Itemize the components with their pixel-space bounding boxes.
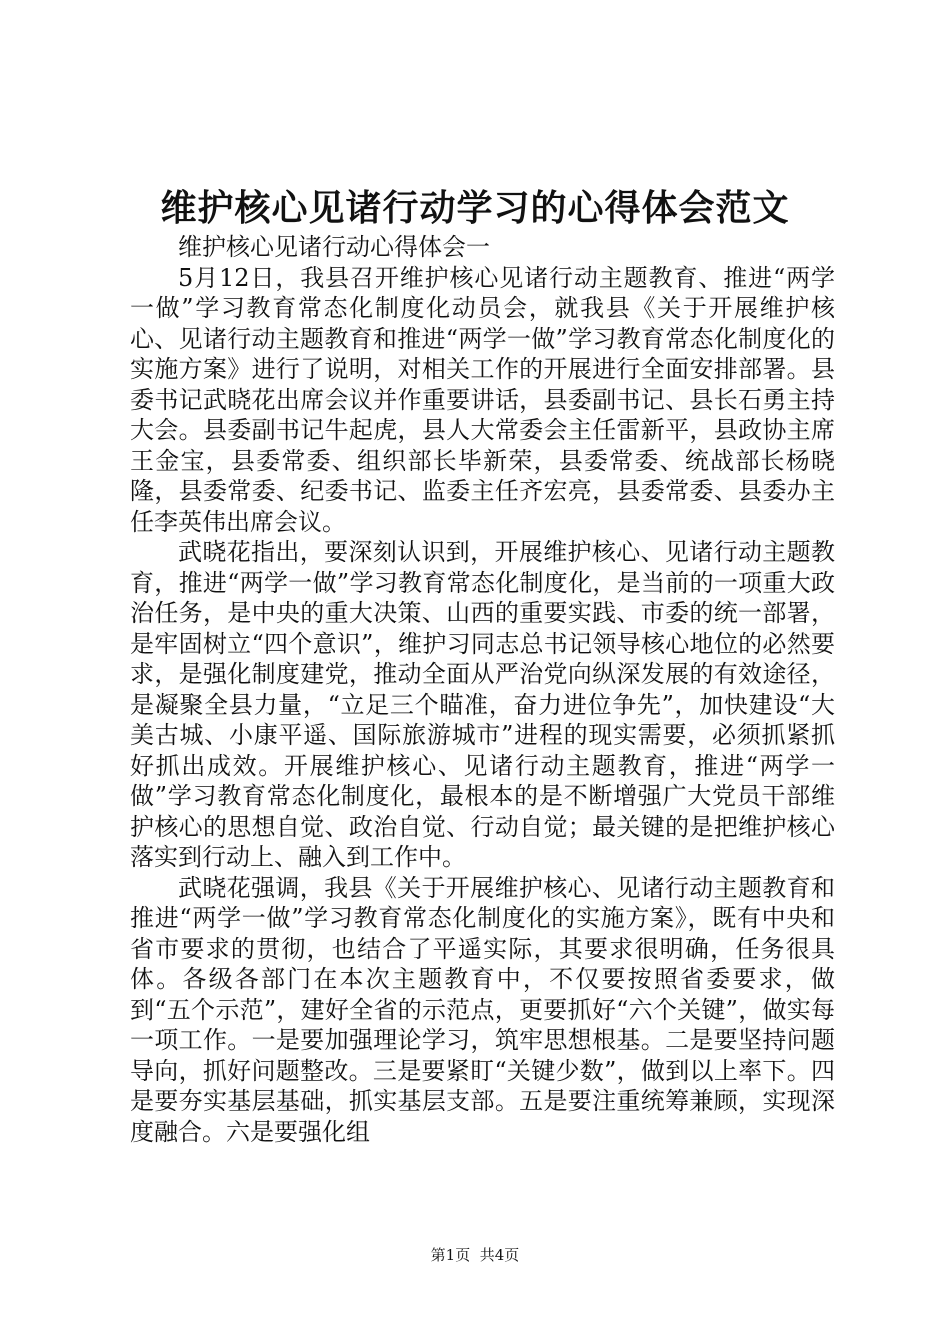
footer-gap <box>470 1246 480 1264</box>
page-footer <box>0 1245 950 1265</box>
document-title: 维护核心见诸行动学习的心得体会范文 <box>160 187 790 229</box>
document-body <box>130 232 835 1147</box>
paragraph-3: 武晓花强调，我县《关于开展维护核心、见诸行动主题教育和推进“两学一做”学习教育常态化制度化的实施方案》，既有中央和省市要求的贯彻，也结合了平遥实际，其要求很明确，任务很具体。各级各部门在本次主题教育中，不仅要按照省委要求，做到“五个示范”，建好全省的示范点，更要抓好“六个关键”，做实每一项工作。一是要加强理论学习，筑牢思想根基。二是要坚持问题导向，抓好问题整改。三是要紧盯“关键少数”，做到以上率下。四是要夯实基层基础，抓实基层支部。五是要注重统筹兼顾，实现深度融合。六是要强化组 <box>130 873 835 1146</box>
section-subtitle: 维护核心见诸行动心得体会一 <box>178 233 490 261</box>
page-total: 共4页 <box>479 1246 520 1264</box>
paragraph-2: 武晓花指出，要深刻认识到，开展维护核心、见诸行动主题教育，推进“两学一做”学习教育常态化制度化，是当前的一项重大政治任务，是中央的重大决策、山西的重要实践、市委的统一部署，是牢固树立“四个意识”，维护习同志总书记领导核心地位的必然要求，是强化制度建党，推动全面从严治党向纵深发展的有效途径，是凝聚全县力量，“立足三个瞄准，奋力进位争先”，加快建设“大美古城、小康平遥、国际旅游城市”进程的现实需要，必须抓紧抓好抓出成效。开展维护核心、见诸行动主题教育，推进“两学一做”学习教育常态化制度化，最根本的是不断增强广大党员干部维护核心的思想自觉、政治自觉、行动自觉；最关键的是把维护核心落实到行动上、融入到工作中。 <box>130 538 835 871</box>
page-number: 第1页 <box>430 1246 471 1264</box>
paragraph-1: 5月12日，我县召开维护核心见诸行动主题教育、推进“两学一做”学习教育常态化制度化动员会，就我县《关于开展维护核心、见诸行动主题教育和推进“两学一做”学习教育常态化制度化的实施方案》进行了说明，对相关工作的开展进行全面安排部署。县委书记武晓花出席会议并作重要讲话，县委副书记、县长石勇主持大会。县委副书记牛起虎，县人大常委会主任雷新平，县政协主席王金宝，县委常委、组织部长毕新荣，县委常委、统战部长杨晓隆，县委常委、纪委书记、监委主任齐宏亮，县委常委、县委办主任李英伟出席会议。 <box>130 263 835 536</box>
